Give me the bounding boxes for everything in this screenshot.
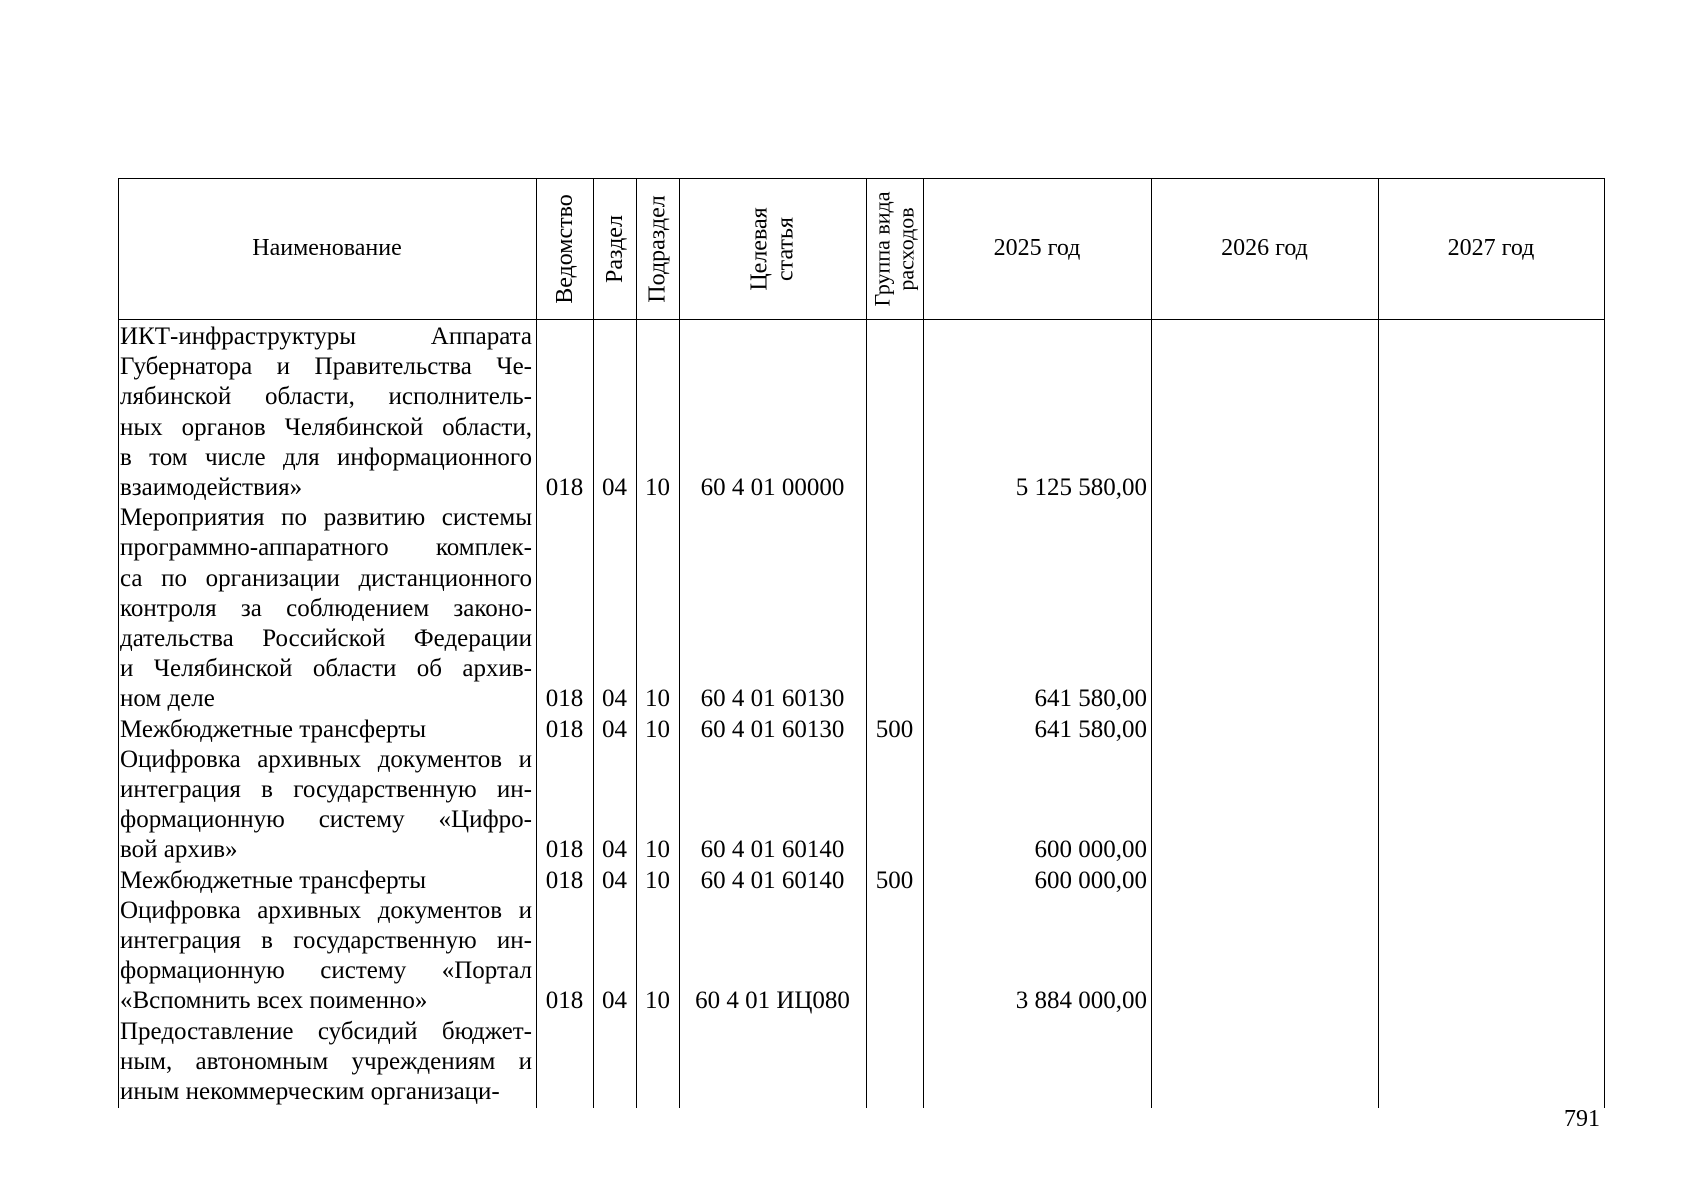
row-name-line: «Вспомнить всех поименно» <box>120 987 428 1015</box>
header-bottom-border <box>118 319 1604 320</box>
row-razdel: 04 <box>602 715 627 743</box>
row-name-line: ным, автономным учреждениям и <box>120 1047 532 1075</box>
header-vedomstvo-text: Ведомство <box>551 193 578 304</box>
header-2026 <box>1151 178 1378 319</box>
row-name-line: взаимодействия» <box>120 474 303 502</box>
row-podrazdel: 10 <box>645 685 670 713</box>
header-razdel <box>593 178 636 319</box>
header-celevaya <box>679 178 866 319</box>
row-podrazdel: 10 <box>645 987 670 1015</box>
row-podrazdel: 10 <box>645 866 670 894</box>
row-amount-y2025: 600 000,00 <box>1034 866 1147 894</box>
header-gruppa <box>866 178 923 319</box>
row-celevaya: 60 4 01 60130 <box>700 715 845 743</box>
header-gruppa-line2: расходов <box>893 206 919 291</box>
row-name-line: Оцифровка архивных документов и <box>120 896 532 924</box>
row-celevaya: 60 4 01 00000 <box>700 474 845 501</box>
row-celevaya: 60 4 01 60130 <box>700 685 845 713</box>
header-2027-text: 2027 год <box>1447 235 1535 261</box>
header-podrazdel-text: Подраздел <box>644 194 671 303</box>
header-2025 <box>923 178 1151 319</box>
row-name-line: иным некоммерческим организаци- <box>120 1078 500 1105</box>
row-celevaya: 60 4 01 ИЦ080 <box>695 987 850 1015</box>
row-name-line: вой архив» <box>120 836 238 864</box>
row-ved: 018 <box>545 866 584 894</box>
header-name-text: Наименование <box>252 235 402 261</box>
row-amount-y2025: 3 884 000,00 <box>1015 987 1147 1015</box>
row-podrazdel: 10 <box>645 715 670 743</box>
header-2025-text: 2025 год <box>993 235 1081 261</box>
row-amount-y2025: 600 000,00 <box>1034 836 1147 864</box>
row-name-line: Предоставление субсидий бюджет- <box>120 1017 532 1045</box>
header-2027 <box>1378 178 1604 319</box>
row-name-line: лябинской области, исполнитель- <box>120 383 532 411</box>
row-name <box>120 503 532 714</box>
row-name-line: Мероприятия по развитию системы <box>120 504 532 532</box>
row-ved: 018 <box>545 836 584 864</box>
row-name-line: программно-аппаратного комплек- <box>120 534 532 562</box>
row-name-line: в том числе для информационного <box>120 443 532 471</box>
row-ved: 018 <box>545 987 584 1015</box>
row-name <box>120 322 532 503</box>
header-gruppa-line1: Группа вида <box>869 191 895 306</box>
row-name-line: Оцифровка архивных документов и <box>120 745 532 773</box>
header-celevaya-line2: статья <box>772 216 799 281</box>
row-name-line: контроля за соблюдением законо- <box>120 594 532 622</box>
row-name-line: интеграция в государственную ин- <box>120 927 532 954</box>
header-podrazdel <box>636 178 679 319</box>
row-amount-y2025: 641 580,00 <box>1034 685 1147 713</box>
row-name <box>120 1017 532 1108</box>
row-name <box>120 715 532 745</box>
row-ved: 018 <box>545 474 584 501</box>
row-ved: 018 <box>545 685 584 713</box>
row-podrazdel: 10 <box>645 836 670 864</box>
header-celevaya-text <box>746 207 798 290</box>
col-border-right <box>1604 178 1605 1108</box>
row-razdel: 04 <box>602 836 627 864</box>
row-name-line: дательства Российской Федерации <box>120 625 532 652</box>
row-name-line: Межбюджетные трансферты <box>120 866 427 894</box>
row-name-line: ном деле <box>120 685 215 713</box>
row-amount-y2025: 5 125 580,00 <box>1015 474 1147 501</box>
row-name-line: формационную систему «Цифро- <box>120 806 532 834</box>
row-razdel: 04 <box>602 866 627 894</box>
row-razdel: 04 <box>602 987 627 1015</box>
header-razdel-text: Раздел <box>601 214 628 283</box>
row-celevaya: 60 4 01 60140 <box>700 836 845 864</box>
header-celevaya-line1: Целевая <box>746 206 773 291</box>
row-razdel: 04 <box>602 474 627 501</box>
row-razdel: 04 <box>602 685 627 713</box>
row-name-line: интеграция в государственную ин- <box>120 776 532 803</box>
header-vedomstvo <box>536 178 593 319</box>
row-gruppa: 500 <box>875 866 914 894</box>
row-name-line: и Челябинской области об архив- <box>120 655 532 683</box>
header-gruppa-text <box>871 191 919 306</box>
row-name <box>120 896 532 1017</box>
row-name-line: ИКТ-инфраструктуры Аппарата <box>120 323 532 350</box>
row-name-line: Губернатора и Правительства Че- <box>120 353 532 381</box>
row-name <box>120 866 532 896</box>
row-name <box>120 745 532 866</box>
row-name-line: Межбюджетные трансферты <box>120 715 427 743</box>
header-2026-text: 2026 год <box>1221 235 1308 261</box>
header-name <box>118 178 536 319</box>
row-name-line: ных органов Челябинской области, <box>120 413 532 441</box>
row-gruppa: 500 <box>875 715 914 743</box>
row-ved: 018 <box>545 715 584 743</box>
row-celevaya: 60 4 01 60140 <box>700 866 845 894</box>
row-amount-y2025: 641 580,00 <box>1034 715 1147 743</box>
row-name-line: са по организации дистанционного <box>120 564 532 592</box>
row-name-line: формационную систему «Портал <box>120 957 532 985</box>
row-podrazdel: 10 <box>645 474 670 501</box>
page-number: 791 <box>1564 1106 1600 1132</box>
